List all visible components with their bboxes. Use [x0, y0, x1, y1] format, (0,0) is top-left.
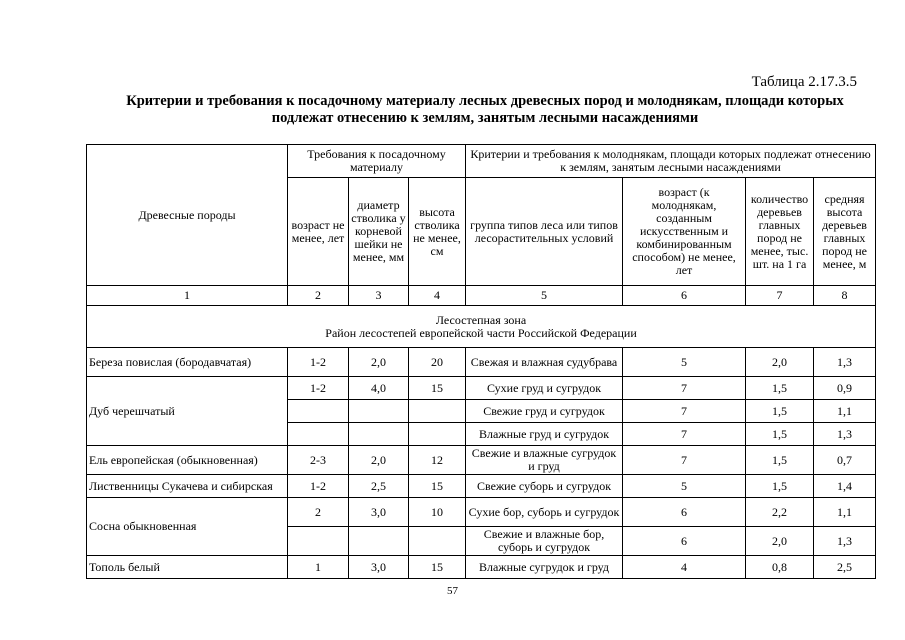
cell-forest-type: Влажные груд и сугрудок — [466, 423, 623, 446]
cell-diameter — [349, 423, 409, 446]
cell-diameter: 4,0 — [349, 377, 409, 400]
cell-avg-height: 1,3 — [814, 348, 876, 377]
cell-forest-type: Сухие бор, суборь и сугрудок — [466, 498, 623, 527]
cell-diameter: 3,0 — [349, 556, 409, 579]
table-row — [87, 348, 876, 377]
cell-tree-count: 0,8 — [746, 556, 814, 579]
header-planting-group: Требования к посадочному материалу — [288, 145, 466, 178]
cell-forest-type: Свежие груд и сугрудок — [466, 400, 623, 423]
cell-forest-type: Свежие суборь и сугрудок — [466, 475, 623, 498]
cell-young-age: 7 — [623, 377, 746, 400]
cell-diameter: 2,0 — [349, 348, 409, 377]
cell-forest-type: Свежие и влажные сугрудок и груд — [466, 446, 623, 475]
cell-diameter: 3,0 — [349, 498, 409, 527]
column-number: 6 — [623, 286, 746, 306]
cell-diameter: 2,5 — [349, 475, 409, 498]
cell-diameter: 2,0 — [349, 446, 409, 475]
header-col-8: средняя высота деревьев главных пород не менее, м — [814, 178, 876, 286]
cell-height: 10 — [409, 498, 466, 527]
header-species: Древесные породы — [87, 145, 288, 286]
cell-age: 1-2 — [288, 348, 349, 377]
cell-tree-count: 1,5 — [746, 400, 814, 423]
cell-height — [409, 423, 466, 446]
cell-young-age: 5 — [623, 348, 746, 377]
cell-height — [409, 527, 466, 556]
cell-tree-count: 1,5 — [746, 446, 814, 475]
cell-age: 2-3 — [288, 446, 349, 475]
column-number: 8 — [814, 286, 876, 306]
species-name: Тополь белый — [87, 556, 288, 579]
cell-age: 1-2 — [288, 377, 349, 400]
cell-tree-count: 1,5 — [746, 475, 814, 498]
page-number: 57 — [447, 585, 458, 597]
zone-heading — [87, 306, 876, 348]
cell-forest-type: Влажные сугрудок и груд — [466, 556, 623, 579]
header-col-4: высота стволика не менее, см — [409, 178, 466, 286]
cell-young-age: 7 — [623, 446, 746, 475]
cell-avg-height: 1,3 — [814, 527, 876, 556]
zone-row — [87, 306, 876, 348]
column-number-row — [87, 286, 876, 306]
cell-height: 15 — [409, 377, 466, 400]
cell-height — [409, 400, 466, 423]
table-row — [87, 498, 876, 527]
cell-age — [288, 423, 349, 446]
species-name: Береза повислая (бородавчатая) — [87, 348, 288, 377]
cell-young-age: 7 — [623, 423, 746, 446]
table-row — [87, 556, 876, 579]
table-row — [87, 377, 876, 400]
cell-young-age: 4 — [623, 556, 746, 579]
cell-tree-count: 1,5 — [746, 423, 814, 446]
header-col-2: возраст не менее, лет — [288, 178, 349, 286]
cell-avg-height: 1,4 — [814, 475, 876, 498]
cell-avg-height: 1,1 — [814, 400, 876, 423]
cell-avg-height: 0,7 — [814, 446, 876, 475]
criteria-table — [86, 144, 876, 579]
header-col-6: возраст (к молоднякам, созданным искусственным и комбинированным способом) не менее, лет — [623, 178, 746, 286]
column-number: 7 — [746, 286, 814, 306]
cell-tree-count: 2,2 — [746, 498, 814, 527]
cell-avg-height: 0,9 — [814, 377, 876, 400]
cell-age: 1-2 — [288, 475, 349, 498]
cell-age: 2 — [288, 498, 349, 527]
table-row — [87, 446, 876, 475]
cell-height: 15 — [409, 475, 466, 498]
cell-height: 20 — [409, 348, 466, 377]
cell-forest-type: Свежие и влажные бор, суборь и сугрудок — [466, 527, 623, 556]
table-title — [80, 93, 890, 127]
cell-age — [288, 527, 349, 556]
cell-height: 12 — [409, 446, 466, 475]
cell-forest-type: Сухие груд и сугрудок — [466, 377, 623, 400]
table-row — [87, 475, 876, 498]
cell-tree-count: 2,0 — [746, 348, 814, 377]
cell-avg-height: 1,1 — [814, 498, 876, 527]
cell-age: 1 — [288, 556, 349, 579]
species-name: Дуб черешчатый — [87, 377, 288, 446]
header-col-7: количество деревьев главных пород не менее, тыс. шт. на 1 га — [746, 178, 814, 286]
species-name: Ель европейская (обыкновенная) — [87, 446, 288, 475]
header-col-5: группа типов леса или типов лесорастительных условий — [466, 178, 623, 286]
table-title-line-2: подлежат отнесению к землям, занятым лесными насаждениями — [271, 110, 699, 126]
zone-subtitle: Район лесостепей европейской части Российской Федерации — [325, 325, 637, 340]
cell-tree-count: 2,0 — [746, 527, 814, 556]
cell-diameter — [349, 400, 409, 423]
column-number: 3 — [349, 286, 409, 306]
cell-young-age: 7 — [623, 400, 746, 423]
cell-young-age: 6 — [623, 498, 746, 527]
cell-height: 15 — [409, 556, 466, 579]
cell-tree-count: 1,5 — [746, 377, 814, 400]
table-number: Таблица 2.17.3.5 — [751, 74, 857, 90]
header-young-group: Критерии и требования к молоднякам, площади которых подлежат отнесению к землям, занятым лесными насаждениями — [466, 145, 876, 178]
column-number: 4 — [409, 286, 466, 306]
zone-title: Лесостепная зона — [435, 312, 527, 327]
cell-forest-type: Свежая и влажная судубрава — [466, 348, 623, 377]
species-name: Лиственницы Сукачева и сибирская — [87, 475, 288, 498]
column-number: 2 — [288, 286, 349, 306]
column-number: 5 — [466, 286, 623, 306]
cell-avg-height: 1,3 — [814, 423, 876, 446]
cell-young-age: 5 — [623, 475, 746, 498]
header-col-3: диаметр стволика у корневой шейки не менее, мм — [349, 178, 409, 286]
cell-avg-height: 2,5 — [814, 556, 876, 579]
column-number: 1 — [87, 286, 288, 306]
cell-age — [288, 400, 349, 423]
species-name: Сосна обыкновенная — [87, 498, 288, 556]
cell-diameter — [349, 527, 409, 556]
table-title-line-1: Критерии и требования к посадочному материалу лесных древесных пород и молоднякам, площади которых — [126, 93, 844, 109]
cell-young-age: 6 — [623, 527, 746, 556]
